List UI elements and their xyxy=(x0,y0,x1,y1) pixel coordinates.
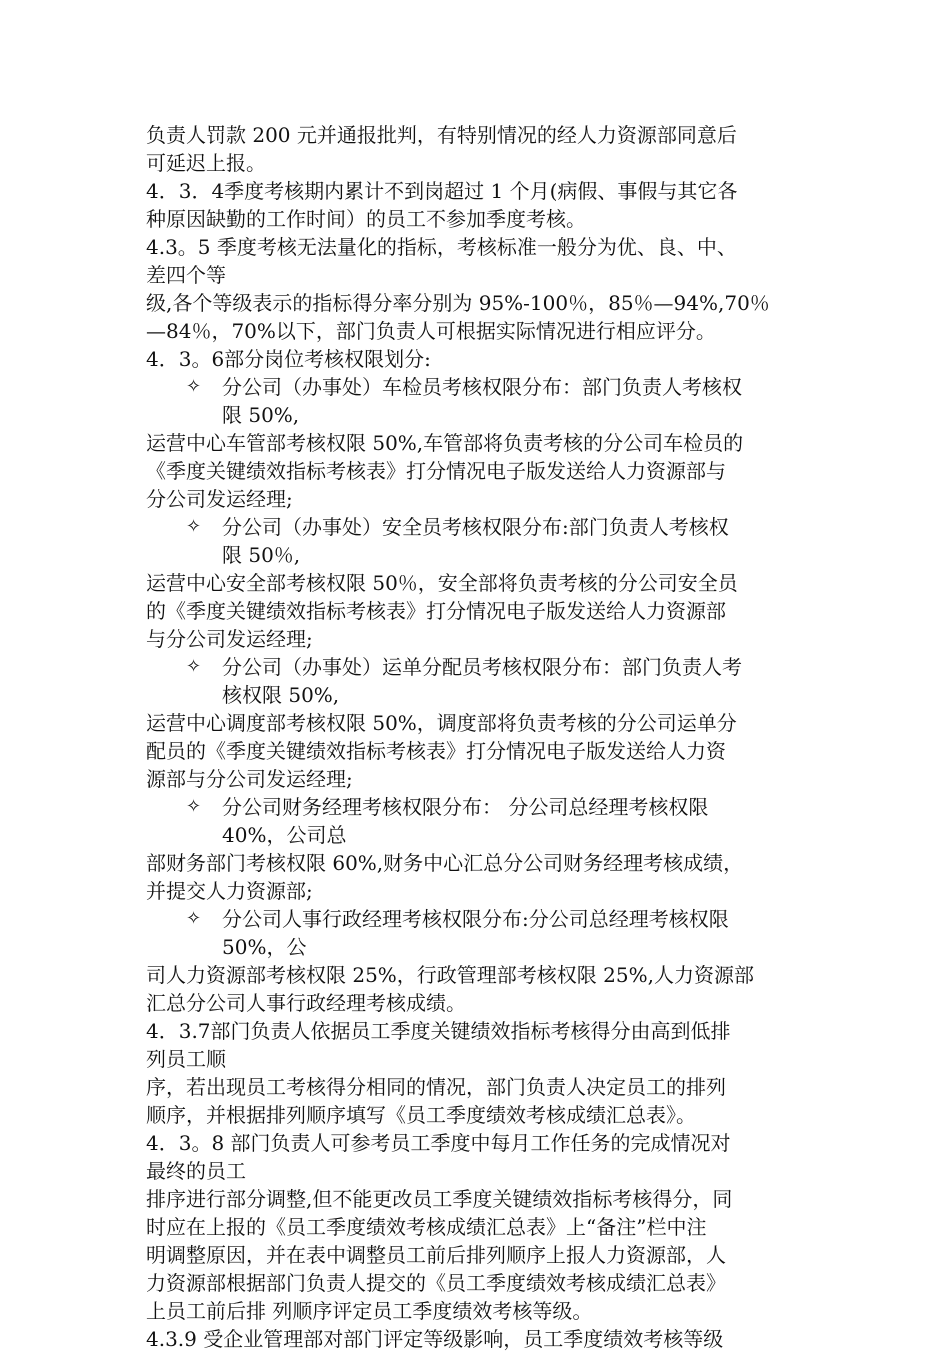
bullet-text: 分公司（办事处）车检员考核权限分布：部门负责人考核权 xyxy=(222,375,742,399)
text-line: 的《季度关键绩效指标考核表》打分情况电子版发送给人力资源部 xyxy=(146,599,726,623)
text-line: 并提交人力资源部; xyxy=(146,879,313,903)
text-line: 与分公司发运经理; xyxy=(146,627,313,651)
bullet-text-wrap: 限 50％, xyxy=(222,543,301,567)
text-line: 配员的《季度关键绩效指标考核表》打分情况电子版发送给人力资 xyxy=(146,739,726,763)
text-line: 时应在上报的《员工季度绩效考核成绩汇总表》上“备注”栏中注 xyxy=(146,1215,707,1239)
bullet-item xyxy=(146,513,808,541)
text-line: 排序进行部分调整,但不能更改员工季度关键绩效指标考核得分，同 xyxy=(146,1187,733,1211)
section-heading: 4．3。6部分岗位考核权限划分: xyxy=(146,347,431,371)
document-body xyxy=(146,121,808,1353)
bullet-item xyxy=(146,793,808,821)
text-line: 4.3.9 受企业管理部对部门评定等级影响，员工季度绩效考核等级 xyxy=(146,1327,724,1351)
bullet-text: 分公司人事行政经理考核权限分布:分公司总经理考核权限 xyxy=(222,907,729,931)
diamond-bullet-icon: ✧ xyxy=(186,376,202,397)
text-line: 运营中心调度部考核权限 50%，调度部将负责考核的分公司运单分 xyxy=(146,711,737,735)
text-line: 4．3．4季度考核期内累计不到岗超过 1 个月(病假、事假与其它各 xyxy=(146,179,738,203)
text-line: 种原因缺勤的工作时间）的员工不参加季度考核。 xyxy=(146,207,586,231)
text-line: 级,各个等级表示的指标得分率分别为 95%-100％，85％—94%,70％ xyxy=(146,291,770,315)
bullet-text-wrap: 核权限 50%, xyxy=(222,683,340,707)
text-line: 部财务部门考核权限 60%,财务中心汇总分公司财务经理考核成绩， xyxy=(146,851,744,875)
text-line: 4．3。8 部门负责人可参考员工季度中每月工作任务的完成情况对 xyxy=(146,1131,731,1155)
bullet-text: 分公司（办事处）安全员考核权限分布:部门负责人考核权 xyxy=(222,515,729,539)
diamond-bullet-icon: ✧ xyxy=(186,908,202,929)
text-line: 汇总分公司人事行政经理考核成绩。 xyxy=(146,991,466,1015)
text-line: 列员工顺 xyxy=(146,1047,226,1071)
bullet-text-wrap: 50%，公 xyxy=(222,935,307,959)
bullet-item xyxy=(146,905,808,933)
text-line: 序，若出现员工考核得分相同的情况，部门负责人决定员工的排列 xyxy=(146,1075,726,1099)
bullet-text-wrap: 限 50%, xyxy=(222,403,300,427)
text-line: 4.3。5 季度考核无法量化的指标，考核标准一般分为优、良、中、 xyxy=(146,235,737,259)
text-line: 《季度关键绩效指标考核表》打分情况电子版发送给人力资源部与 xyxy=(146,459,726,483)
text-line: 4．3.7部门负责人依据员工季度关键绩效指标考核得分由高到低排 xyxy=(146,1019,731,1043)
text-line: 力资源部根据部门负责人提交的《员工季度绩效考核成绩汇总表》 xyxy=(146,1271,726,1295)
text-line: 负责人罚款 200 元并通报批判，有特别情况的经人力资源部同意后 xyxy=(146,123,737,147)
text-line: —84％，70%以下，部门负责人可根据实际情况进行相应评分。 xyxy=(146,319,716,343)
text-line: 上员工前后排 列顺序评定员工季度绩效考核等级。 xyxy=(146,1299,593,1323)
bullet-text: 分公司财务经理考核权限分布： 分公司总经理考核权限 xyxy=(222,795,709,819)
text-line: 分公司发运经理; xyxy=(146,487,293,511)
text-line: 明调整原因，并在表中调整员工前后排列顺序上报人力资源部，人 xyxy=(146,1243,726,1267)
text-line: 顺序，并根据排列顺序填写《员工季度绩效考核成绩汇总表》。 xyxy=(146,1103,696,1127)
diamond-bullet-icon: ✧ xyxy=(186,656,202,677)
bullet-item xyxy=(146,653,808,681)
text-line: 最终的员工 xyxy=(146,1159,246,1183)
text-line: 运营中心车管部考核权限 50%,车管部将负责考核的分公司车检员的 xyxy=(146,431,744,455)
text-line: 运营中心安全部考核权限 50％，安全部将负责考核的分公司安全员 xyxy=(146,571,738,595)
bullet-text: 分公司（办事处）运单分配员考核权限分布：部门负责人考 xyxy=(222,655,742,679)
text-line: 可延迟上报。 xyxy=(146,151,266,175)
diamond-bullet-icon: ✧ xyxy=(186,796,202,817)
bullet-text-wrap: 40%，公司总 xyxy=(222,823,347,847)
text-line: 司人力资源部考核权限 25%，行政管理部考核权限 25%,人力资源部 xyxy=(146,963,754,987)
bullet-item xyxy=(146,373,808,401)
text-line: 差四个等 xyxy=(146,263,226,287)
text-line: 源部与分公司发运经理; xyxy=(146,767,353,791)
diamond-bullet-icon: ✧ xyxy=(186,516,202,537)
